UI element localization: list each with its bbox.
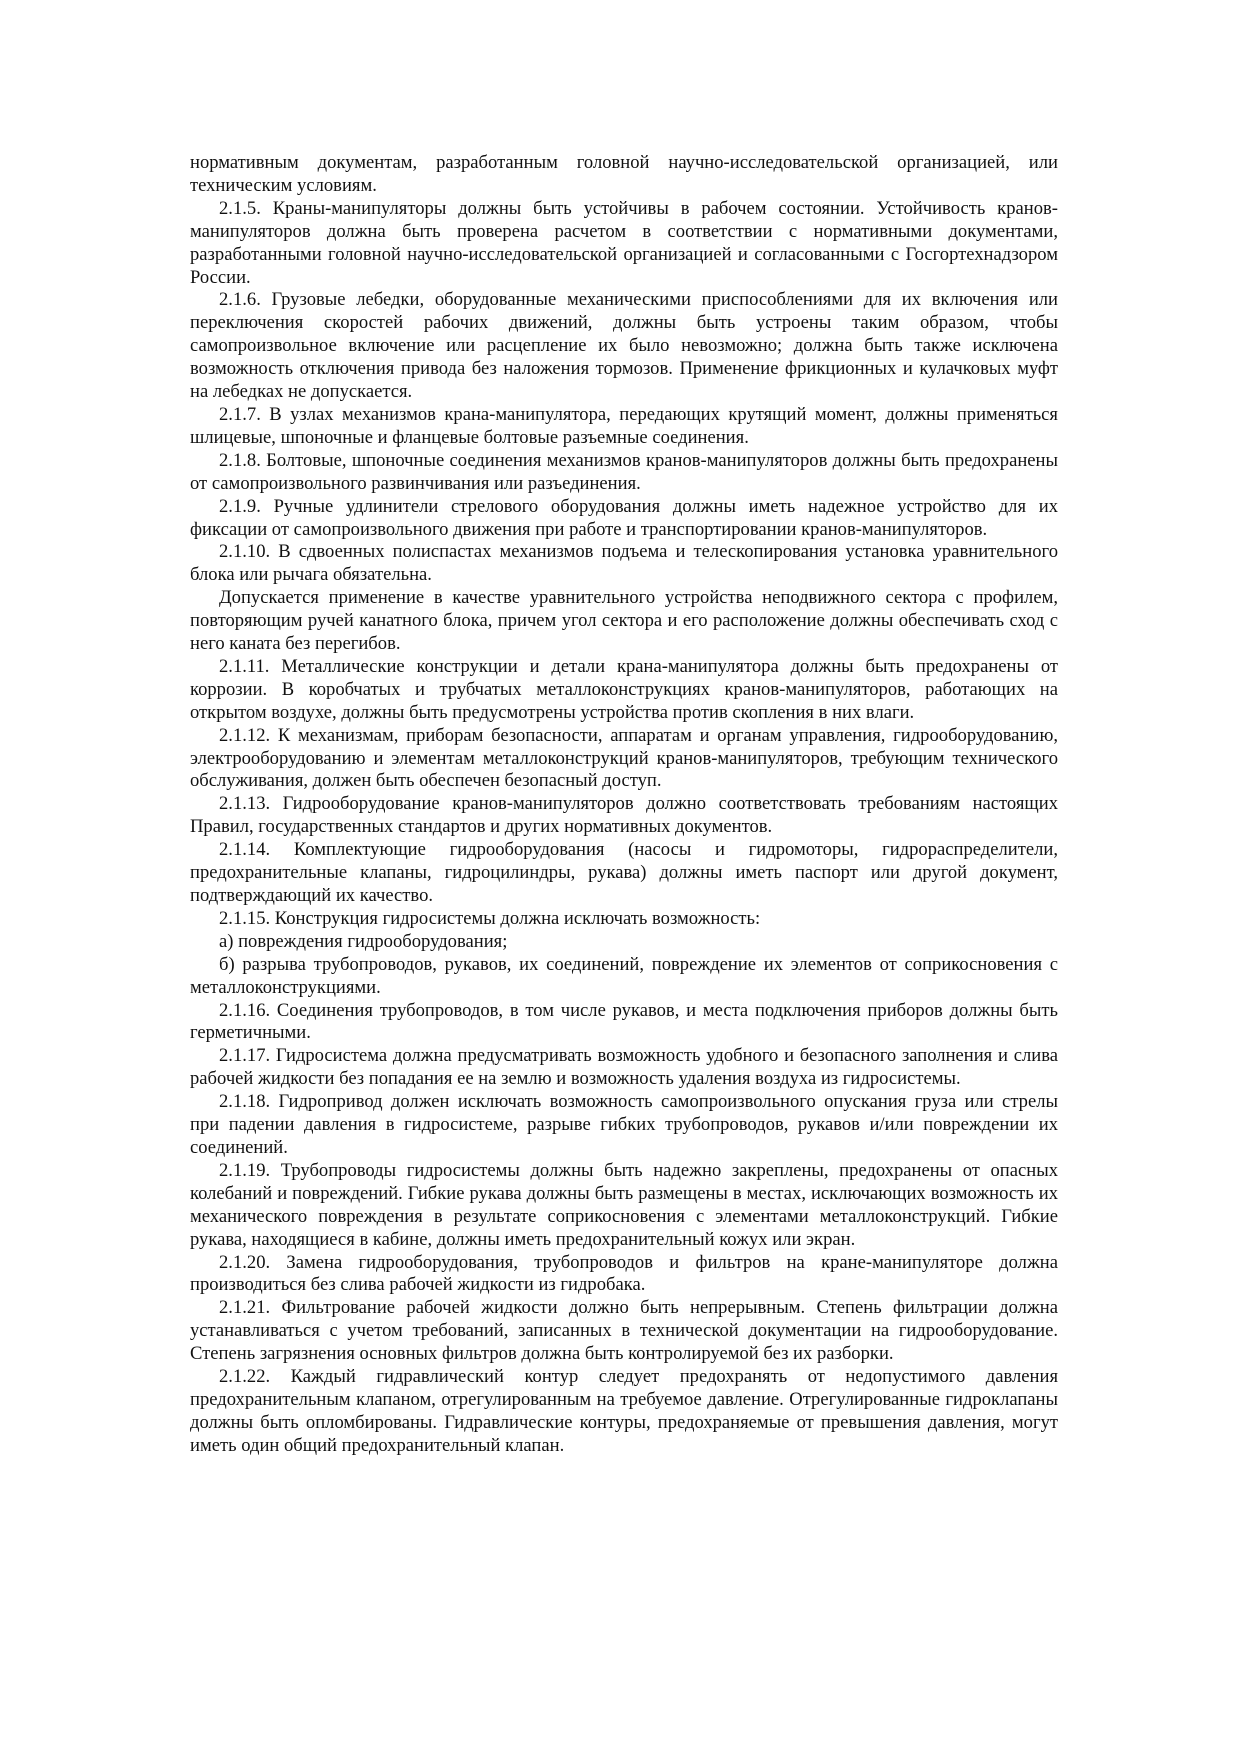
paragraph-2-1-17: 2.1.17. Гидросистема должна предусматривать возможность удобного и безопасного заполнения и слива рабочей жидкости без попадания ее на землю и возможность удаления воздуха из гидросистемы. [190,1045,1058,1090]
paragraph-2-1-5: 2.1.5. Краны-манипуляторы должны быть устойчивы в рабочем состоянии. Устойчивость кранов-манипуляторов должна быть проверена расчетом в соответствии с нормативными документами, разработанными головной научно-исследовательской организацией и согласованными с Госгортехнадзором России. [190,197,1058,288]
paragraph-2-1-22: 2.1.22. Каждый гидравлический контур следует предохранять от недопустимого давления предохранительным клапаном, отрегулированным на требуемое давление. Отрегулированные гидроклапаны должны быть опломбированы. Гидравлические контуры, предохраняемые от превышения давления, могут иметь один общий предохранительный клапан. [190,1366,1058,1456]
paragraph-2-1-12: 2.1.12. К механизмам, приборам безопасности, аппаратам и органам управления, гидрооборудованию, электрооборудованию и элементам металлоконструкций кранов-манипуляторов, требующим технического обслуживания, должен быть обеспечен безопасный доступ. [190,724,1058,792]
paragraph-continuation: нормативным документам, разработанным головной научно-исследовательской организацией, или техническим условиям. [190,152,1058,196]
paragraph-2-1-16: 2.1.16. Соединения трубопроводов, в том числе рукавов, и места подключения приборов должны быть герметичными. [190,999,1058,1044]
paragraph-2-1-10: 2.1.10. В сдвоенных полиспастах механизмов подъема и телескопирования установка уравнительного блока или рычага обязательна. [190,541,1058,586]
paragraph-2-1-20: 2.1.20. Замена гидрооборудования, трубопроводов и фильтров на кране-манипуляторе должна производиться без слива рабочей жидкости из гидробака. [190,1251,1058,1296]
paragraph-2-1-11: 2.1.11. Металлические конструкции и детали крана-манипулятора должны быть предохранены от коррозии. В коробчатых и трубчатых металлоконструкциях кранов-манипуляторов, работающих на открытом воздухе, должны быть предусмотрены устройства против скопления в них влаги. [190,655,1058,723]
document-page [190,152,1058,1458]
paragraph-2-1-14: 2.1.14. Комплектующие гидрооборудования (насосы и гидромоторы, гидрораспределители, предохранительные клапаны, гидроцилиндры, рукава) должны иметь паспорт или другой документ, подтверждающий их качество. [190,839,1058,906]
paragraph-2-1-21: 2.1.21. Фильтрование рабочей жидкости должно быть непрерывным. Степень фильтрации должна устанавливаться с учетом требований, записанных в технической документации на гидрооборудование. Степень загрязнения основных фильтров должна быть контролируемой без их разборки. [190,1297,1058,1365]
paragraph-2-1-13: 2.1.13. Гидрооборудование кранов-манипуляторов должно соответствовать требованиям настоящих Правил, государственных стандартов и других нормативных документов. [190,793,1058,838]
list-item-b: б) разрыва трубопроводов, рукавов, их соединений, повреждение их элементов от соприкосновения с металлоконструкциями. [190,953,1058,998]
paragraph-2-1-19: 2.1.19. Трубопроводы гидросистемы должны быть надежно закреплены, предохранены от опасных колебаний и повреждений. Гибкие рукава должны быть размещены в местах, исключающих возможность их механического повреждения в результате соприкосновения с элементами металлоконструкций. Гибкие рукава, находящиеся в кабине, должны иметь предохранительный кожух или экран. [190,1159,1058,1250]
paragraph-2-1-9: 2.1.9. Ручные удлинители стрелового оборудования должны иметь надежное устройство для их фиксации от самопроизвольного движения при работе и транспортировании кранов-манипуляторов. [190,495,1058,540]
paragraph-2-1-18: 2.1.18. Гидропривод должен исключать возможность самопроизвольного опускания груза или стрелы при падении давления в гидросистеме, разрыве гибких трубопроводов, рукавов и/или повреждении их соединений. [190,1091,1058,1158]
list-item-a: а) повреждения гидрооборудования; [219,930,508,952]
paragraph-2-1-10-note: Допускается применение в качестве уравнительного устройства неподвижного сектора с профилем, повторяющим ручей канатного блока, причем угол сектора и его расположение должны обеспечивать сход с него каната без перегибов. [190,587,1058,655]
paragraph-2-1-15: 2.1.15. Конструкция гидросистемы должна исключать возможность: [219,907,761,929]
paragraph-2-1-6: 2.1.6. Грузовые лебедки, оборудованные механическими приспособлениями для их включения или переключения скоростей рабочих движений, должны быть устроены таким образом, чтобы самопроизвольное включение или расцепление их было невозможно; должна быть также исключена возможность отключения привода без наложения тормозов. Применение фрикционных и кулачковых муфт на лебедках не допускается. [190,289,1058,403]
paragraph-2-1-8: 2.1.8. Болтовые, шпоночные соединения механизмов кранов-манипуляторов должны быть предохранены от самопроизвольного развинчивания или разъединения. [190,449,1058,494]
paragraph-2-1-7: 2.1.7. В узлах механизмов крана-манипулятора, передающих крутящий момент, должны применяться шлицевые, шпоночные и фланцевые болтовые разъемные соединения. [190,403,1058,448]
